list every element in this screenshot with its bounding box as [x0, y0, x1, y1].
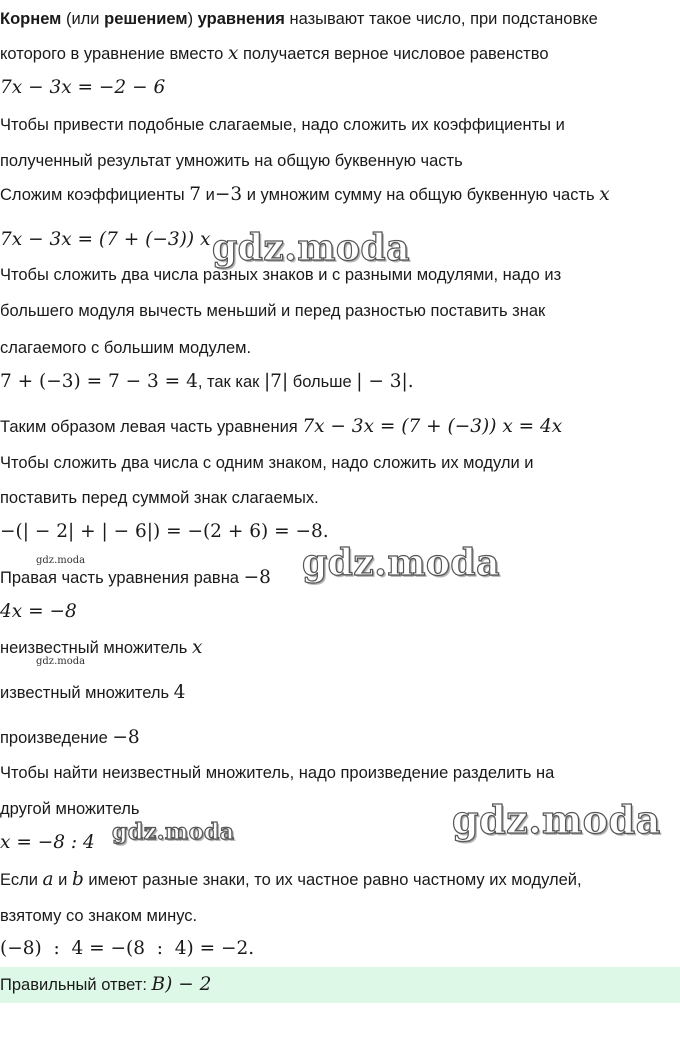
add-coeffs-var: x — [599, 184, 610, 205]
like-terms-rule-1: Чтобы привести подобные слагаемые, надо сложить их коэффициенты и — [0, 116, 565, 134]
divide-rule-1: Чтобы найти неизвестный множитель, надо произведение разделить на — [0, 764, 555, 782]
term-root: Корнем — [0, 10, 62, 28]
sign-rule-a: a — [42, 869, 54, 890]
same-sign-rule-1: Чтобы сложить два числа с одним знаком, надо сложить их модули и — [0, 454, 534, 472]
diff-signs-rule-2: большего модуля вычесть меньший и перед разностью поставить знак — [0, 302, 546, 320]
calc-line — [0, 371, 414, 393]
left-side-line — [0, 416, 562, 438]
watermark-small-2: gdz.moda — [36, 656, 86, 667]
watermark-2: gdz.moda — [302, 542, 500, 584]
sign-rule-pre: Если — [0, 871, 38, 889]
watermark-4: gdz.moda — [112, 819, 235, 845]
diff-signs-rule-1: Чтобы сложить два числа разных знаков и с разными модулями, надо из — [0, 266, 562, 284]
calc-sep: , так как — [197, 373, 260, 391]
watermark-1: gdz.moda — [212, 227, 410, 269]
x-expression: x = −8 : 4 — [0, 832, 95, 853]
definition-line-2 — [0, 43, 549, 65]
term-solution: решением — [104, 10, 188, 28]
product-value: −8 — [112, 727, 140, 748]
sum-expression: −(| − 2| + | − 6|) = −(2 + 6) = −8. — [0, 521, 329, 542]
definition-line2-pre: которого в уравнение вместо — [0, 45, 224, 63]
divide-rule-2: другой множитель — [0, 800, 140, 818]
unknown-factor-value: x — [191, 637, 203, 658]
equation-2: 4x = −8 — [0, 601, 77, 622]
definition-line2-post: получается верное числовое равенство — [242, 45, 549, 63]
answer-label: Правильный ответ: — [0, 976, 147, 994]
left-side-pre: Таким образом левая часть уравнения — [0, 418, 298, 436]
diff-signs-rule-3: слагаемого с большим модулем. — [0, 339, 252, 357]
watermark-3: gdz.moda — [452, 797, 661, 842]
product-label: произведение — [0, 729, 108, 747]
definition-rest: называют такое число, при подстановке — [289, 10, 598, 28]
known-factor-line — [0, 682, 185, 704]
abs-seven: |7| — [263, 371, 289, 392]
coeff-b: −3 — [214, 184, 243, 205]
unknown-factor-label: неизвестный множитель — [0, 639, 188, 657]
known-factor-label: известный множитель — [0, 684, 170, 702]
or-open: (или — [65, 10, 100, 28]
sign-rule-post: имеют разные знаки, то их частное равно частному их модулей, — [88, 871, 582, 889]
right-side-pre: Правая часть уравнения равна — [0, 569, 239, 587]
sign-rule-line-1 — [0, 869, 582, 891]
answer-value: B) − 2 — [151, 974, 212, 995]
same-sign-rule-2: поставить перед суммой знак слагаемых. — [0, 489, 319, 507]
coeff-a: 7 — [189, 184, 202, 205]
calc-more: больше — [292, 373, 352, 391]
coeff-expression: 7x − 3x = (7 + (−3)) x — [0, 229, 211, 250]
paren-close: ) — [187, 10, 194, 28]
abs-minus-three: | − 3| — [356, 371, 408, 392]
watermark-small-1: gdz.moda — [36, 555, 86, 566]
definition-line-1 — [0, 8, 598, 30]
sign-rule-line-2: взятому со знаком минус. — [0, 907, 198, 925]
known-factor-value: 4 — [173, 682, 186, 703]
answer-line — [0, 974, 211, 996]
sign-rule-and: и — [58, 871, 68, 889]
like-terms-rule-2: полученный результат умножить на общую буквенную часть — [0, 152, 463, 170]
product-line — [0, 727, 140, 749]
add-coeffs-pre: Сложим коэффициенты — [0, 186, 185, 204]
sign-rule-b: b — [71, 869, 84, 890]
var-x: x — [227, 43, 239, 64]
calc-expression: 7 + (−3) = 7 − 3 = 4 — [0, 371, 198, 392]
division-expression: (−8) : 4 = −(8 : 4) = −2. — [0, 938, 255, 959]
add-coeffs-post: и умножим сумму на общую буквенную часть — [246, 186, 595, 204]
right-side-line — [0, 567, 271, 589]
left-side-expression: 7x − 3x = (7 + (−3)) x = 4x — [302, 416, 563, 437]
equation: 7x − 3x = −2 − 6 — [0, 77, 166, 98]
add-coeffs-line — [0, 184, 610, 206]
add-coeffs-and: и — [205, 186, 215, 204]
calc-dot: . — [407, 371, 414, 392]
unknown-factor-line — [0, 637, 202, 659]
right-side-value: −8 — [243, 567, 271, 588]
term-equation: уравнения — [197, 10, 285, 28]
